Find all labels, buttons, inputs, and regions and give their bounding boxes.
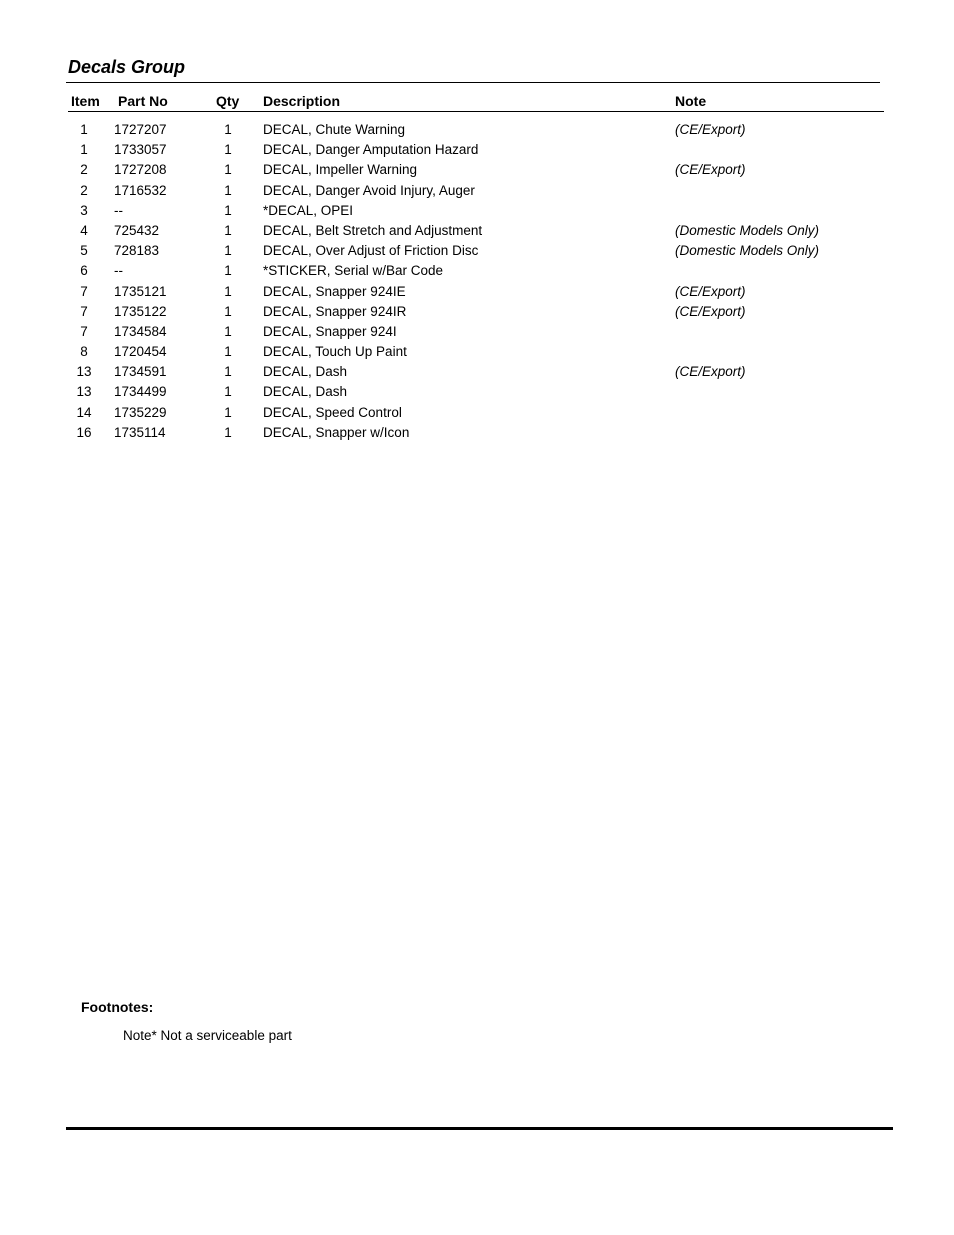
cell-item: 4 <box>80 222 88 238</box>
cell-item: 2 <box>80 162 88 178</box>
cell-description: DECAL, Touch Up Paint <box>263 344 407 360</box>
table-row <box>0 263 954 283</box>
cell-part-no: 1727207 <box>114 122 167 137</box>
cell-qty: 1 <box>224 182 232 198</box>
header-divider <box>68 111 884 112</box>
cell-part-no: 1735121 <box>114 283 167 299</box>
cell-description: DECAL, Dash <box>263 384 348 400</box>
cell-qty: 1 <box>224 404 232 420</box>
cell-part-no: 1734591 <box>114 364 167 380</box>
cell-part-no: 1733057 <box>114 142 167 158</box>
cell-note: (CE/Export) <box>675 283 746 299</box>
header-description: Description <box>263 93 341 109</box>
cell-qty: 1 <box>224 424 232 440</box>
title-divider <box>66 82 880 83</box>
cell-part-no: -- <box>114 202 123 218</box>
footer-divider <box>66 1127 893 1130</box>
cell-description: DECAL, Snapper 924IE <box>263 283 406 299</box>
cell-description: *STICKER, Serial w/Bar Code <box>263 263 444 279</box>
table-row <box>0 243 954 263</box>
header-note: Note <box>675 93 707 109</box>
table-header-row <box>0 93 954 113</box>
table-body <box>0 122 954 445</box>
footnote-text: Note* Not a serviceable part <box>123 1028 292 1043</box>
table-row <box>0 162 954 182</box>
cell-qty: 1 <box>224 162 232 178</box>
cell-description: DECAL, Speed Control <box>263 404 402 420</box>
cell-description: DECAL, Danger Amputation Hazard <box>263 142 479 158</box>
header-part-no: Part No <box>118 93 168 109</box>
parts-table <box>0 93 954 440</box>
cell-item: 7 <box>80 323 88 339</box>
cell-item: 7 <box>80 303 88 319</box>
cell-item: 7 <box>80 283 88 299</box>
table-row <box>0 284 954 304</box>
cell-part-no: 1735122 <box>114 303 167 319</box>
cell-item: 5 <box>80 243 88 259</box>
cell-qty: 1 <box>224 344 232 360</box>
cell-qty: 1 <box>224 303 232 319</box>
cell-qty: 1 <box>224 122 232 137</box>
cell-note: (CE/Export) <box>675 162 746 178</box>
footnotes-heading: Footnotes: <box>81 999 154 1015</box>
cell-item: 2 <box>80 182 88 198</box>
table-row <box>0 425 954 445</box>
cell-note: (CE/Export) <box>675 303 746 319</box>
table-row <box>0 203 954 223</box>
cell-description: DECAL, Belt Stretch and Adjustment <box>263 222 483 238</box>
table-row <box>0 405 954 425</box>
table-row <box>0 344 954 364</box>
header-item: Item <box>71 93 100 109</box>
cell-part-no: 1727208 <box>114 162 167 178</box>
cell-note: (Domestic Models Only) <box>675 243 820 259</box>
cell-part-no: 1734499 <box>114 384 167 400</box>
cell-item: 6 <box>80 263 88 279</box>
cell-description: DECAL, Dash <box>263 364 348 380</box>
cell-description: *DECAL, OPEI <box>263 202 354 218</box>
cell-qty: 1 <box>224 323 232 339</box>
cell-qty: 1 <box>224 283 232 299</box>
table-row <box>0 324 954 344</box>
cell-item: 13 <box>76 364 92 380</box>
cell-qty: 1 <box>224 263 232 279</box>
cell-description: DECAL, Chute Warning <box>263 122 406 137</box>
table-row <box>0 223 954 243</box>
cell-qty: 1 <box>224 142 232 158</box>
cell-note: (CE/Export) <box>675 122 746 137</box>
table-row <box>0 304 954 324</box>
cell-item: 13 <box>76 384 92 400</box>
cell-note: (CE/Export) <box>675 364 746 380</box>
table-row <box>0 364 954 384</box>
table-row <box>0 384 954 404</box>
cell-description: DECAL, Snapper 924IR <box>263 303 407 319</box>
page-title: Decals Group <box>68 57 186 77</box>
cell-part-no: -- <box>114 263 123 279</box>
cell-part-no: 725432 <box>114 222 160 238</box>
cell-qty: 1 <box>224 243 232 259</box>
cell-item: 8 <box>80 344 88 360</box>
header-qty: Qty <box>216 93 240 109</box>
table-row <box>0 142 954 162</box>
cell-item: 16 <box>76 424 92 440</box>
cell-qty: 1 <box>224 222 232 238</box>
cell-item: 1 <box>80 122 88 137</box>
cell-item: 3 <box>80 202 88 218</box>
cell-description: DECAL, Impeller Warning <box>263 162 418 178</box>
cell-description: DECAL, Danger Avoid Injury, Auger <box>263 182 475 198</box>
cell-item: 14 <box>76 404 92 420</box>
cell-description: DECAL, Over Adjust of Friction Disc <box>263 243 479 259</box>
cell-part-no: 728183 <box>114 243 160 259</box>
table-row <box>0 122 954 142</box>
cell-part-no: 1735229 <box>114 404 167 420</box>
cell-description: DECAL, Snapper w/Icon <box>263 424 410 440</box>
cell-part-no: 1735114 <box>114 424 166 440</box>
cell-item: 1 <box>80 142 88 158</box>
cell-description: DECAL, Snapper 924I <box>263 323 397 339</box>
cell-qty: 1 <box>224 364 232 380</box>
cell-qty: 1 <box>224 202 232 218</box>
cell-part-no: 1716532 <box>114 182 167 198</box>
cell-part-no: 1720454 <box>114 344 167 360</box>
cell-part-no: 1734584 <box>114 323 167 339</box>
cell-note: (Domestic Models Only) <box>675 222 820 238</box>
table-row <box>0 183 954 203</box>
cell-qty: 1 <box>224 384 232 400</box>
